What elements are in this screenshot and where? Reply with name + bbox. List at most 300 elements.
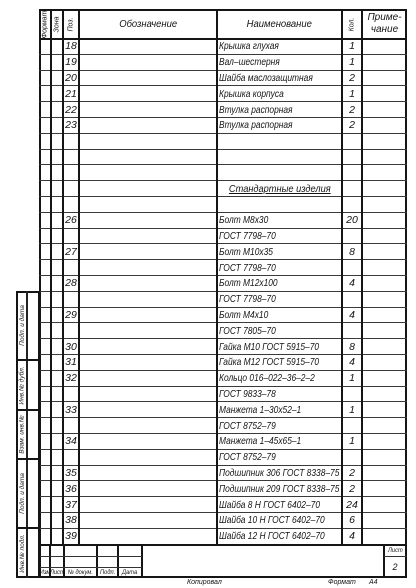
cell-pos [63, 260, 79, 275]
cell-qty [342, 292, 362, 307]
row-pos: 31 [65, 356, 77, 369]
table-row [39, 497, 407, 513]
stamp-sheet-number-cell [384, 557, 406, 577]
header-designation: Обозначение [119, 18, 177, 30]
table-row [39, 39, 407, 55]
cell-note [362, 260, 407, 275]
cell-qty [342, 276, 362, 291]
cell-qty [342, 39, 362, 54]
table-row [39, 450, 407, 466]
header-format: Формат [41, 10, 49, 38]
table-row [39, 102, 407, 118]
cell-designation [79, 102, 217, 117]
row-pos: 26 [65, 214, 77, 227]
cell-qty [342, 86, 362, 101]
stamp-sheet-cell [50, 567, 64, 578]
cell-qty [342, 165, 362, 180]
cell-name [217, 71, 342, 86]
row-name: Кольцо 016–022–36–2–2 [219, 372, 315, 385]
cell-name [217, 387, 342, 402]
cell-note [362, 244, 407, 259]
cell-note [362, 323, 407, 338]
cell-note [362, 276, 407, 291]
cell-note [362, 450, 407, 465]
cell-pos [63, 39, 79, 54]
row-name: ГОСТ 8752–79 [219, 451, 276, 464]
cell-designation [79, 150, 217, 165]
row-pos: 22 [65, 103, 77, 116]
cell-designation [79, 513, 217, 528]
cell-note [362, 339, 407, 354]
cell-qty [342, 497, 362, 512]
cell-qty [342, 213, 362, 228]
cell-qty [342, 450, 362, 465]
cell-designation [79, 355, 217, 370]
table-row [39, 55, 407, 71]
stamp-sheet-label: Лист [387, 547, 403, 554]
cell-designation [79, 481, 217, 496]
row-name: ГОСТ 7798–70 [219, 229, 276, 242]
row-pos: 38 [65, 514, 77, 527]
column-divider [78, 9, 80, 545]
cell-qty [342, 323, 362, 338]
cell-name [217, 276, 342, 291]
row-name: ГОСТ 7798–70 [219, 293, 276, 306]
cell-pos [63, 387, 79, 402]
cell-designation [79, 450, 217, 465]
cell-qty [342, 513, 362, 528]
cell-qty [342, 481, 362, 496]
header-note-line2: чание [370, 24, 399, 35]
row-name: Гайка М12 ГОСТ 5915–70 [219, 356, 320, 369]
cell-name [217, 418, 342, 433]
row-name: Манжета 1–30х52–1 [219, 403, 302, 416]
row-name: Крышка корпуса [219, 87, 284, 100]
cell-note [362, 513, 407, 528]
cell-qty [342, 229, 362, 244]
cell-designation [79, 434, 217, 449]
cell-pos [63, 402, 79, 417]
side-field-replace-inv [18, 410, 26, 459]
row-name: Подшипник 209 ГОСТ 8338–75 [219, 482, 340, 495]
table-row [39, 134, 407, 150]
cell-note [362, 71, 407, 86]
cell-name [217, 497, 342, 512]
cell-designation [79, 134, 217, 149]
table-row [39, 276, 407, 292]
stamp-doc-no: № докум. [67, 569, 94, 576]
cell-note [362, 181, 407, 196]
row-qty: 8 [349, 340, 355, 353]
column-divider [62, 9, 64, 545]
cell-name [217, 39, 342, 54]
cell-note [362, 86, 407, 101]
cell-designation [79, 86, 217, 101]
footer-copied: Копировал [187, 579, 222, 586]
cell-designation [79, 387, 217, 402]
section-title: Стандартные изделия [228, 182, 331, 195]
row-name: Шайба 8 Н ГОСТ 6402–70 [219, 498, 320, 511]
row-qty: 2 [349, 71, 355, 84]
cell-name [217, 371, 342, 386]
cell-designation [79, 529, 217, 544]
cell-qty [342, 150, 362, 165]
cell-pos [63, 308, 79, 323]
cell-note [362, 402, 407, 417]
row-qty: 24 [346, 498, 358, 511]
cell-note [362, 150, 407, 165]
table-row [39, 244, 407, 260]
row-name: Крышка глухая [219, 40, 279, 53]
table-row [39, 118, 407, 134]
table-row [39, 150, 407, 166]
cell-pos [63, 529, 79, 544]
side-field-label: Инв.№ дубл. [18, 365, 26, 405]
cell-pos [63, 181, 79, 196]
cell-name [217, 260, 342, 275]
header-pos-cell [63, 9, 79, 39]
row-pos: 39 [65, 530, 77, 543]
cell-qty [342, 466, 362, 481]
cell-pos [63, 355, 79, 370]
row-pos: 37 [65, 498, 77, 511]
cell-name [217, 355, 342, 370]
table-row [39, 434, 407, 450]
row-name: Болт М10х35 [219, 245, 273, 258]
cell-designation [79, 197, 217, 212]
spec-table-body [39, 39, 407, 545]
cell-note [362, 134, 407, 149]
header-name-cell [217, 9, 342, 39]
cell-qty [342, 434, 362, 449]
cell-pos [63, 134, 79, 149]
header-zone: Зона [53, 16, 61, 32]
row-name: Болт М4х10 [219, 308, 269, 321]
cell-pos [63, 497, 79, 512]
row-name: Гайка М10 ГОСТ 5915–70 [219, 340, 320, 353]
cell-designation [79, 323, 217, 338]
cell-designation [79, 402, 217, 417]
side-field-label: Подп. и дата [18, 473, 26, 514]
footer-format-label: Формат [328, 579, 356, 586]
cell-name [217, 292, 342, 307]
row-qty: 2 [349, 466, 355, 479]
cell-qty [342, 260, 362, 275]
cell-note [362, 118, 407, 133]
cell-note [362, 39, 407, 54]
row-qty: 1 [349, 56, 355, 69]
cell-name [217, 150, 342, 165]
cell-pos [63, 276, 79, 291]
table-row [39, 260, 407, 276]
cell-pos [63, 102, 79, 117]
cell-note [362, 197, 407, 212]
row-qty: 6 [349, 514, 355, 527]
row-pos: 33 [65, 403, 77, 416]
column-divider [361, 9, 363, 545]
table-row [39, 71, 407, 87]
row-pos: 30 [65, 340, 77, 353]
cell-note [362, 308, 407, 323]
row-pos: 23 [65, 119, 77, 132]
table-row [39, 86, 407, 102]
cell-name [217, 481, 342, 496]
table-row [39, 292, 407, 308]
row-qty: 20 [346, 214, 358, 227]
row-name: Шайба маслозащитная [219, 71, 313, 84]
cell-qty [342, 308, 362, 323]
cell-name [217, 86, 342, 101]
cell-note [362, 292, 407, 307]
row-pos: 18 [65, 40, 77, 53]
table-row [39, 308, 407, 324]
cell-note [362, 371, 407, 386]
cell-qty [342, 134, 362, 149]
cell-pos [63, 339, 79, 354]
cell-name [217, 434, 342, 449]
cell-pos [63, 55, 79, 70]
row-name: Шайба 10 Н ГОСТ 6402–70 [219, 514, 325, 527]
cell-designation [79, 260, 217, 275]
cell-pos [63, 244, 79, 259]
row-pos: 36 [65, 482, 77, 495]
row-name: Болт М8х30 [219, 214, 269, 227]
cell-designation [79, 244, 217, 259]
row-qty: 4 [349, 308, 355, 321]
cell-note [362, 497, 407, 512]
cell-qty [342, 371, 362, 386]
stamp-change-cell [40, 567, 50, 578]
cell-pos [63, 118, 79, 133]
cell-qty [342, 197, 362, 212]
table-row [39, 387, 407, 403]
cell-pos [63, 466, 79, 481]
row-pos: 21 [65, 87, 77, 100]
cell-name [217, 213, 342, 228]
cell-name [217, 244, 342, 259]
cell-pos [63, 481, 79, 496]
cell-qty [342, 418, 362, 433]
cell-name [217, 165, 342, 180]
side-field-divider [26, 291, 27, 578]
table-row [39, 355, 407, 371]
cell-name [217, 323, 342, 338]
cell-designation [79, 466, 217, 481]
cell-note [362, 55, 407, 70]
cell-pos [63, 197, 79, 212]
row-pos: 28 [65, 277, 77, 290]
cell-note [362, 387, 407, 402]
row-qty: 1 [349, 87, 355, 100]
header-note-cell [362, 9, 407, 39]
row-name: ГОСТ 8752–79 [219, 419, 276, 432]
row-qty: 1 [349, 372, 355, 385]
cell-designation [79, 229, 217, 244]
row-qty: 1 [349, 435, 355, 448]
row-qty: 2 [349, 103, 355, 116]
side-field-orig-inv [18, 528, 26, 578]
cell-name [217, 466, 342, 481]
stamp-doc-no-cell [64, 567, 97, 578]
stamp-row-line [39, 556, 142, 557]
stamp-sheet-number: 2 [392, 562, 398, 572]
cell-qty [342, 181, 362, 196]
cell-pos [63, 165, 79, 180]
cell-note [362, 229, 407, 244]
cell-name [217, 134, 342, 149]
cell-name [217, 402, 342, 417]
row-qty: 2 [349, 482, 355, 495]
table-row [39, 402, 407, 418]
cell-qty [342, 387, 362, 402]
column-divider [216, 9, 218, 545]
cell-designation [79, 213, 217, 228]
cell-designation [79, 165, 217, 180]
row-name: ГОСТ 7805–70 [219, 324, 276, 337]
row-pos: 29 [65, 308, 77, 321]
cell-designation [79, 71, 217, 86]
cell-designation [79, 181, 217, 196]
cell-name [217, 529, 342, 544]
cell-pos [63, 213, 79, 228]
row-name: Втулка распорная [219, 119, 293, 132]
stamp-signature-cell [97, 567, 118, 578]
stamp-date: Дата [122, 569, 138, 576]
cell-name [217, 102, 342, 117]
cell-note [362, 529, 407, 544]
cell-qty [342, 244, 362, 259]
cell-designation [79, 308, 217, 323]
header-designation-cell [79, 9, 217, 39]
table-row [39, 197, 407, 213]
cell-qty [342, 118, 362, 133]
row-name: Втулка распорная [219, 103, 293, 116]
stamp-sheet: Лист [49, 569, 65, 576]
row-qty: 8 [349, 245, 355, 258]
row-qty: 1 [349, 403, 355, 416]
header-name: Наименование [246, 18, 313, 30]
table-row [39, 339, 407, 355]
side-field-label: Взам. инв.№ [18, 415, 26, 454]
header-pos: Поз. [67, 16, 75, 32]
cell-note [362, 418, 407, 433]
side-field-label: Подп. и дата [18, 305, 26, 346]
cell-name [217, 197, 342, 212]
column-divider [50, 9, 52, 545]
row-name: ГОСТ 9833–78 [219, 387, 276, 400]
cell-designation [79, 292, 217, 307]
cell-pos [63, 450, 79, 465]
row-name: Шайба 12 Н ГОСТ 6402–70 [219, 530, 325, 543]
stamp-date-cell [118, 567, 142, 578]
cell-name [217, 118, 342, 133]
table-row [39, 229, 407, 245]
row-qty: 1 [349, 40, 355, 53]
cell-pos [63, 150, 79, 165]
table-row [39, 481, 407, 497]
cell-designation [79, 276, 217, 291]
cell-name [217, 513, 342, 528]
table-row [39, 466, 407, 482]
row-qty: 4 [349, 356, 355, 369]
cell-qty [342, 355, 362, 370]
cell-pos [63, 418, 79, 433]
cell-pos [63, 513, 79, 528]
cell-note [362, 165, 407, 180]
cell-pos [63, 86, 79, 101]
cell-name [217, 229, 342, 244]
cell-qty [342, 102, 362, 117]
stamp-sheet-label-cell [384, 545, 406, 556]
stamp-signature: Подп. [99, 569, 116, 576]
header-qty: Кол. [348, 17, 356, 31]
header-divider [39, 38, 407, 40]
row-pos: 20 [65, 71, 77, 84]
cell-pos [63, 229, 79, 244]
column-divider [341, 9, 343, 545]
row-pos: 32 [65, 372, 77, 385]
cell-note [362, 102, 407, 117]
cell-designation [79, 118, 217, 133]
row-pos: 35 [65, 466, 77, 479]
row-qty: 4 [349, 530, 355, 543]
cell-note [362, 355, 407, 370]
cell-name [217, 450, 342, 465]
cell-designation [79, 371, 217, 386]
cell-qty [342, 529, 362, 544]
row-name: Вал–шестерня [219, 56, 280, 69]
row-qty: 4 [349, 277, 355, 290]
cell-pos [63, 371, 79, 386]
cell-pos [63, 323, 79, 338]
header-note-line1: Приме- [367, 12, 402, 23]
cell-name [217, 308, 342, 323]
footer-format-value: А4 [369, 579, 378, 586]
cell-designation [79, 55, 217, 70]
cell-qty [342, 339, 362, 354]
side-field-signature-bottom [18, 459, 26, 528]
cell-qty [342, 402, 362, 417]
cell-note [362, 481, 407, 496]
cell-designation [79, 497, 217, 512]
row-pos: 34 [65, 435, 77, 448]
row-pos: 27 [65, 245, 77, 258]
side-field-dup-inv [18, 360, 26, 410]
side-field-label: Инв.№ подл. [18, 533, 26, 573]
row-name: Манжета 1–45х65–1 [219, 435, 302, 448]
cell-name [217, 55, 342, 70]
table-row [39, 529, 407, 545]
cell-note [362, 466, 407, 481]
cell-note [362, 434, 407, 449]
cell-pos [63, 292, 79, 307]
row-name: ГОСТ 7798–70 [219, 261, 276, 274]
cell-note [362, 213, 407, 228]
row-pos: 19 [65, 56, 77, 69]
cell-pos [63, 71, 79, 86]
cell-designation [79, 39, 217, 54]
table-row [39, 513, 407, 529]
table-row [39, 213, 407, 229]
table-row [39, 323, 407, 339]
cell-name [217, 181, 342, 196]
cell-designation [79, 418, 217, 433]
table-row [39, 371, 407, 387]
header-qty-cell [342, 9, 362, 39]
table-row [39, 181, 407, 197]
stamp-change: Изм [39, 569, 51, 576]
row-qty: 2 [349, 119, 355, 132]
